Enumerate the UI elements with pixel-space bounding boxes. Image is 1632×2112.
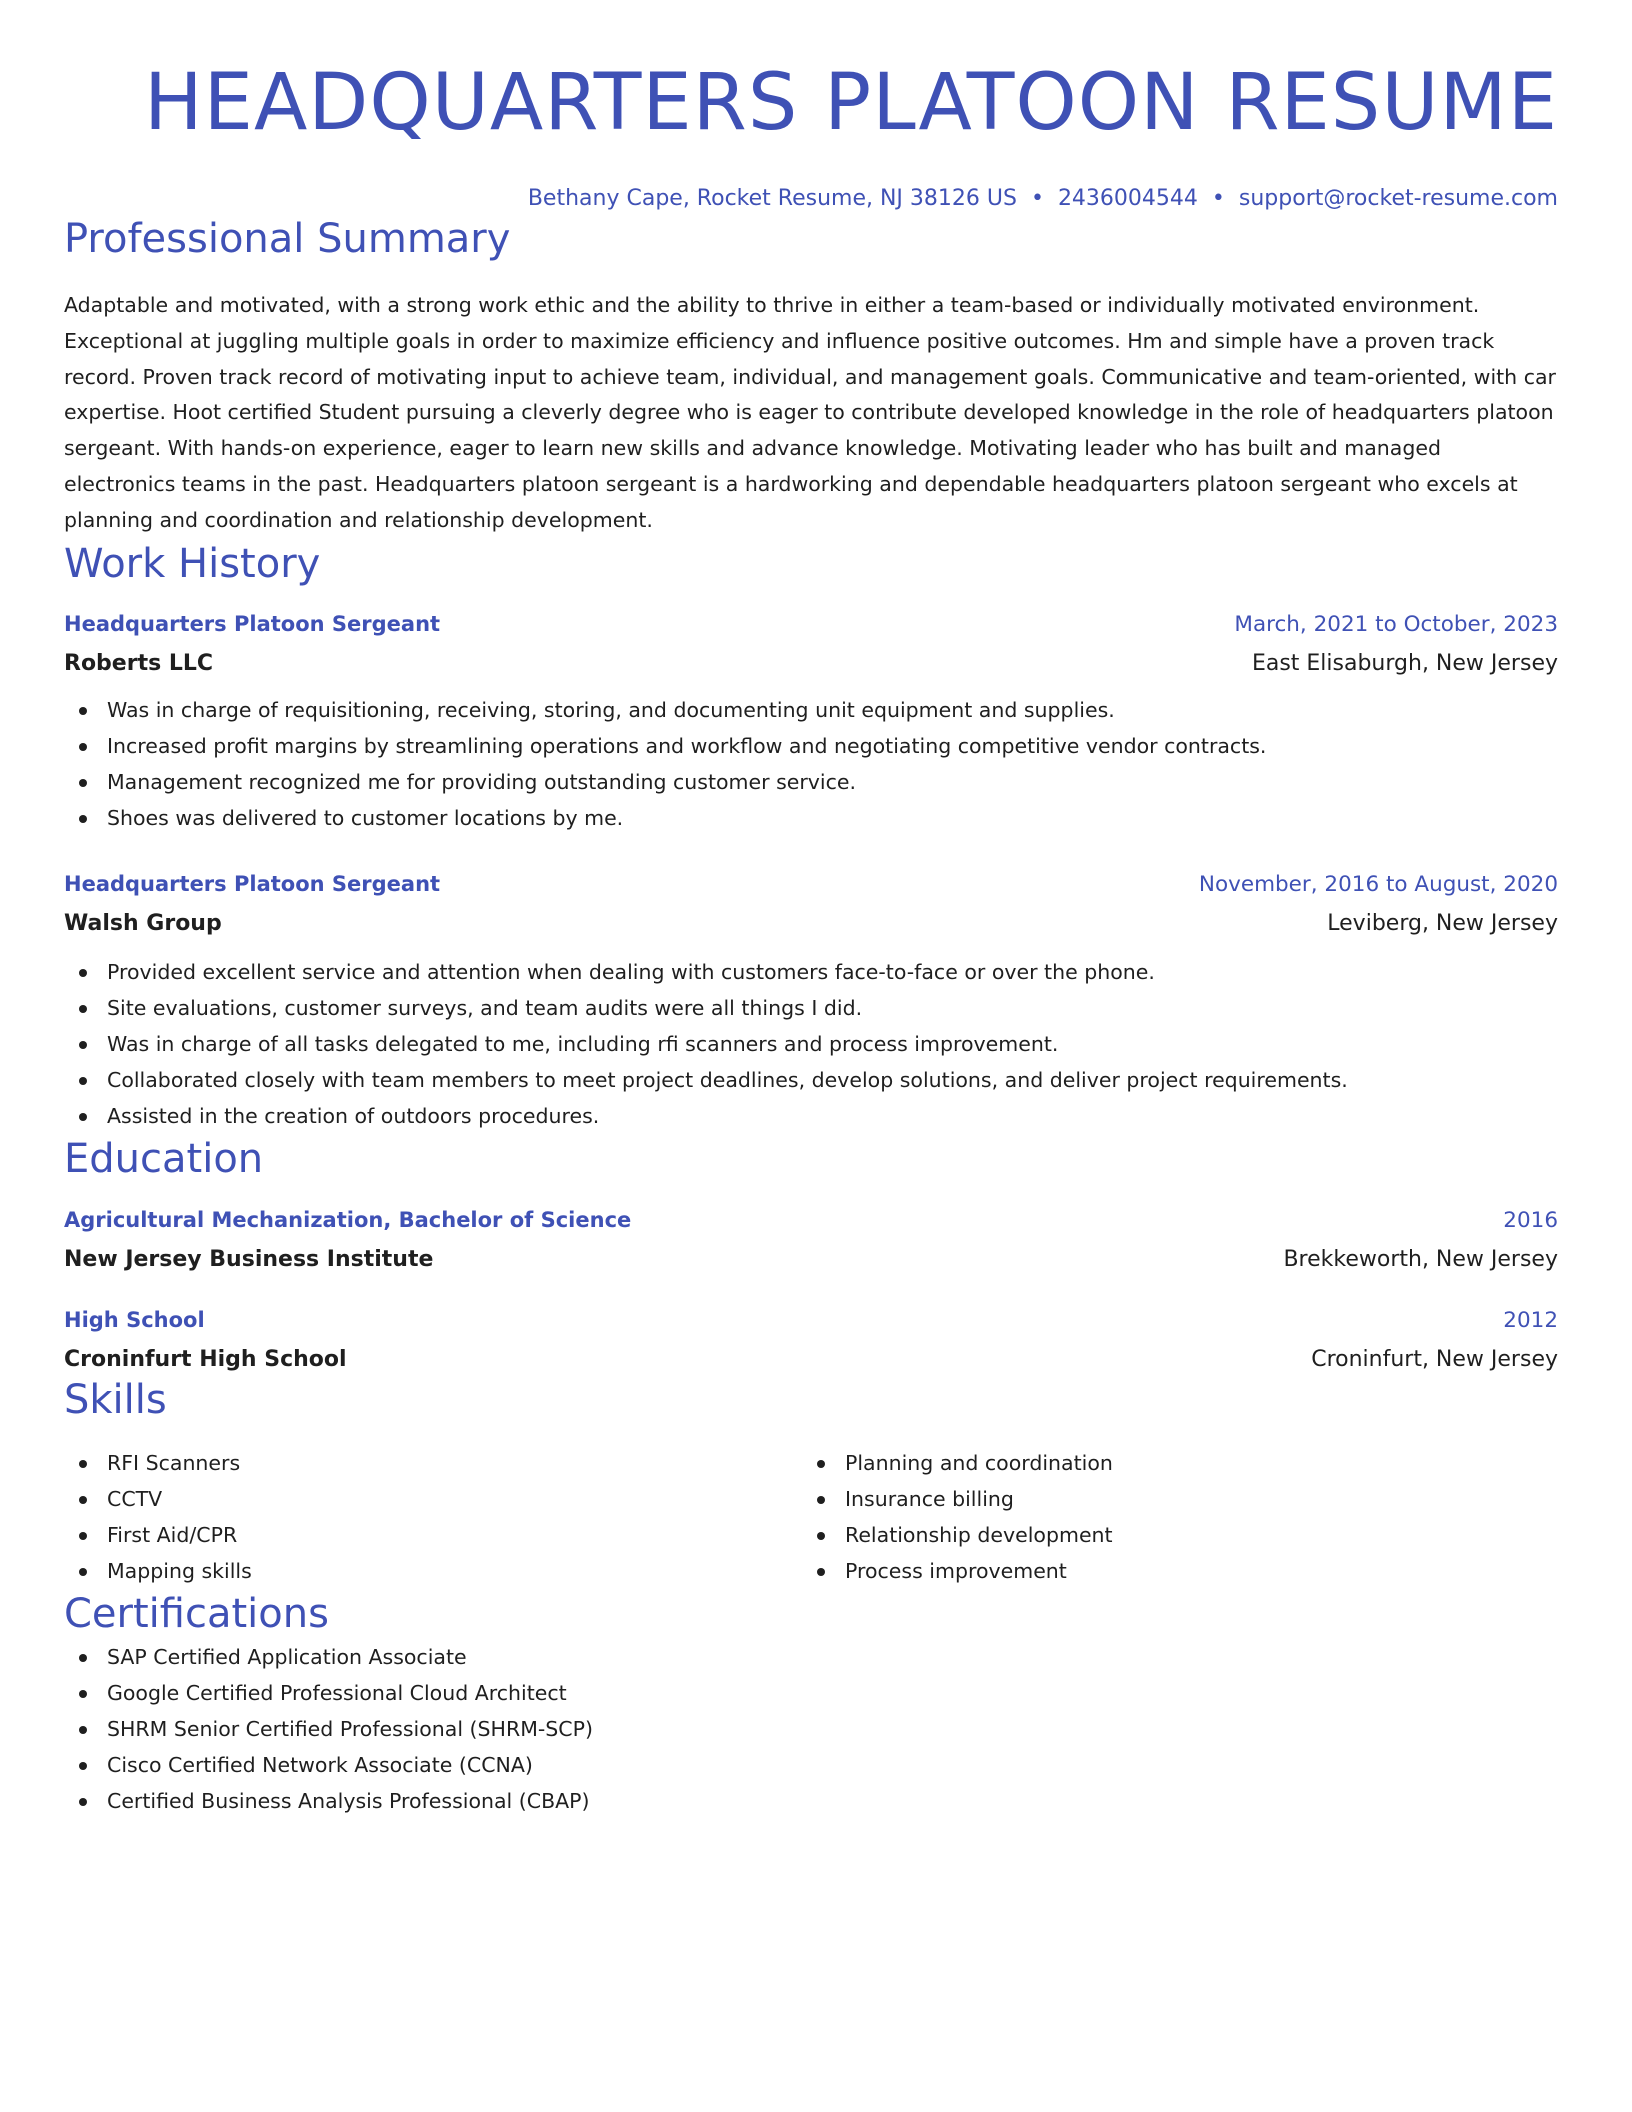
certification-item: Google Certified Professional Cloud Architect [64, 1675, 1558, 1711]
job-bullets [64, 692, 1558, 836]
job-company: Roberts LLC [64, 650, 214, 676]
certification-item: SAP Certified Application Associate [64, 1639, 1558, 1675]
education-year: 2012 [1503, 1307, 1558, 1333]
skill-item: Relationship development [802, 1517, 1540, 1553]
job-location: East Elisaburgh, New Jersey [1251, 650, 1558, 676]
education-degree: High School [64, 1307, 205, 1332]
contact-email: support@rocket-resume.com [1238, 186, 1558, 211]
certification-item: SHRM Senior Certified Professional (SHRM-SCP) [64, 1711, 1558, 1747]
work-history-heading: Work History [64, 540, 321, 587]
skills-column-left [64, 1445, 802, 1589]
education-heading: Education [64, 1135, 264, 1182]
resume-page [64, 0, 1558, 1819]
skill-item: Process improvement [802, 1553, 1540, 1589]
certifications-list [64, 1639, 1558, 1819]
job-bullet: Assisted in the creation of outdoors procedures. [64, 1098, 1558, 1134]
skill-item: RFI Scanners [64, 1445, 802, 1481]
job-entry [64, 609, 1558, 836]
education-school: Croninfurt High School [64, 1346, 347, 1372]
skill-item: CCTV [64, 1481, 802, 1517]
job-title: Headquarters Platoon Sergeant [64, 871, 441, 896]
job-company: Walsh Group [64, 910, 222, 936]
certification-item: Certified Business Analysis Professional (CBAP) [64, 1783, 1558, 1819]
job-entry [64, 869, 1558, 1134]
job-header-row [64, 609, 1558, 640]
job-company-row [64, 900, 1558, 939]
skill-item: First Aid/CPR [64, 1517, 802, 1553]
job-location: Leviberg, New Jersey [1327, 910, 1558, 936]
skills-heading: Skills [64, 1376, 167, 1423]
skill-item: Mapping skills [64, 1553, 802, 1589]
skills-list [64, 1445, 1558, 1589]
job-company-row [64, 640, 1558, 679]
summary-heading: Professional Summary [64, 216, 511, 262]
education-location: Brekkeworth, New Jersey [1283, 1246, 1558, 1272]
education-entry [64, 1205, 1558, 1275]
summary-text: Adaptable and motivated, with a strong work ethic and the ability to thrive in either a team-based or individually motivated environment. Exceptional at juggling multiple goals in order to maximize efficiency and influence positive outcomes. Hm and simple have a proven track record. Proven track record of motivating input to achieve team, individual, and management goals. Communicative and team-oriented, with car expertise. Hoot certified Student pursuing a cleverly degree who is eager to contribute developed knowledge in the role of headquarters platoon sergeant. With hands-on experience, eager to learn new skills and advance knowledge. Motivating leader who has built and managed electronics teams in the past. Headquarters platoon sergeant is a hardworking and dependable headquarters platoon sergeant who excels at planning and coordination and relationship development. [64, 293, 1556, 532]
job-header-row [64, 869, 1558, 900]
contact-line [64, 184, 1558, 214]
job-bullet: Shoes was delivered to customer locations by me. [64, 800, 1558, 836]
resume-title: HEADQUARTERS PLATOON RESUME [144, 58, 1558, 148]
education-year: 2016 [1503, 1207, 1558, 1233]
education-entry [64, 1305, 1558, 1375]
education-school: New Jersey Business Institute [64, 1246, 434, 1272]
education-header-row [64, 1205, 1558, 1236]
job-bullet: Site evaluations, customer surveys, and team audits were all things I did. [64, 990, 1558, 1026]
job-bullet: Was in charge of all tasks delegated to me, including rfi scanners and process improvement. [64, 1026, 1558, 1062]
job-dates: March, 2021 to October, 2023 [1234, 611, 1558, 637]
job-title: Headquarters Platoon Sergeant [64, 611, 441, 636]
certifications-heading: Certifications [64, 1590, 329, 1637]
education-school-row [64, 1236, 1558, 1275]
education-school-row [64, 1336, 1558, 1375]
skill-item: Insurance billing [802, 1481, 1540, 1517]
contact-separator: • [1211, 186, 1225, 211]
skills-column-right [802, 1445, 1540, 1589]
contact-address: Bethany Cape, Rocket Resume, NJ 38126 US [527, 186, 1017, 211]
contact-phone: 2436004544 [1057, 186, 1198, 211]
education-header-row [64, 1305, 1558, 1336]
education-degree: Agricultural Mechanization, Bachelor of Science [64, 1207, 632, 1232]
job-bullet: Increased profit margins by streamlining operations and workflow and negotiating competitive vendor contracts. [64, 728, 1558, 764]
job-bullet: Collaborated closely with team members to meet project deadlines, develop solutions, and deliver project requirements. [64, 1062, 1558, 1098]
job-bullets [64, 954, 1558, 1134]
job-dates: November, 2016 to August, 2020 [1198, 871, 1558, 897]
job-bullet: Management recognized me for providing outstanding customer service. [64, 764, 1558, 800]
contact-separator: • [1030, 186, 1044, 211]
skill-item: Planning and coordination [802, 1445, 1540, 1481]
education-location: Croninfurt, New Jersey [1311, 1346, 1558, 1372]
certification-item: Cisco Certified Network Associate (CCNA) [64, 1747, 1558, 1783]
job-bullet: Provided excellent service and attention when dealing with customers face-to-face or over the phone. [64, 954, 1558, 990]
job-bullet: Was in charge of requisitioning, receiving, storing, and documenting unit equipment and supplies. [64, 692, 1558, 728]
